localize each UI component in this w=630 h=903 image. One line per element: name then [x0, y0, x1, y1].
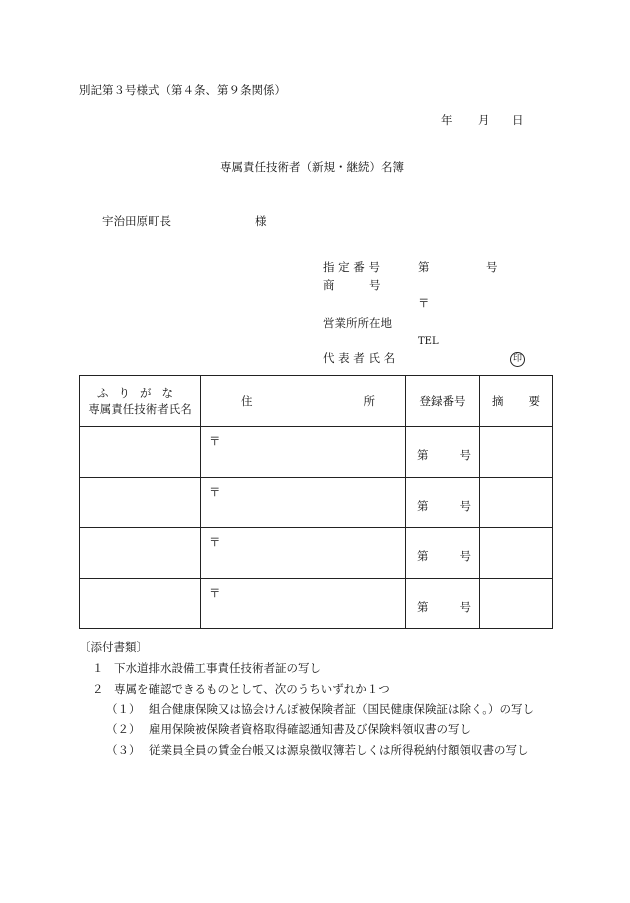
reg-prefix: 第: [417, 498, 429, 513]
summary-header-part2: 要: [528, 394, 540, 409]
representative-name-label: 代 表 者 氏 名: [323, 351, 396, 365]
summary-cell[interactable]: [480, 528, 553, 578]
registration-number-cell[interactable]: [406, 477, 480, 527]
name-cell[interactable]: [80, 477, 201, 527]
name-cell[interactable]: [80, 427, 201, 477]
seal-mark: 印: [510, 352, 525, 367]
attachment-sub-1-text: 組合健康保険又は協会けんぽ被保険者証（国民健康保険証は除く。）の写し: [149, 702, 535, 716]
designation-number-label: 指 定 番 号: [323, 260, 380, 274]
registration-number-cell[interactable]: [406, 427, 480, 477]
name-column-header: [80, 376, 201, 427]
address-header-part2: 所: [363, 394, 375, 409]
reg-suffix: 号: [459, 599, 471, 614]
attachments-heading: 〔添付書類〕: [79, 640, 148, 654]
attachment-sub-3-number: （３）: [106, 743, 141, 757]
table-row: [80, 477, 553, 527]
table-header-row: [80, 376, 553, 427]
address-cell[interactable]: [201, 477, 406, 527]
designation-number-suffix: 号: [486, 260, 498, 274]
summary-cell[interactable]: [480, 477, 553, 527]
registration-number-cell[interactable]: [406, 578, 480, 628]
reg-prefix: 第: [417, 599, 429, 614]
address-column-header: [201, 376, 406, 427]
address-cell[interactable]: [201, 578, 406, 628]
date-year-label: 年: [441, 113, 453, 127]
technician-register-table: [79, 375, 553, 629]
reg-suffix: 号: [459, 448, 471, 463]
reg-suffix: 号: [459, 549, 471, 564]
attachment-sub-2-number: （２）: [106, 722, 141, 736]
designation-number-prefix: 第: [418, 260, 430, 274]
summary-cell[interactable]: [480, 578, 553, 628]
office-address-label: 営業所所在地: [323, 316, 392, 330]
attachment-2-text: 専属を確認できるものとして、次のうちいずれか１つ: [114, 682, 390, 696]
address-header-part1: 住: [241, 394, 253, 409]
table-row: [80, 528, 553, 578]
attachment-1-text: 下水道排水設備工事責任技術者証の写し: [114, 661, 321, 675]
zip-mark: 〒: [209, 535, 221, 550]
address-cell[interactable]: [201, 528, 406, 578]
honorific: 様: [255, 214, 267, 228]
tel-label: TEL: [418, 336, 439, 347]
summary-column-header: [480, 376, 553, 427]
zip-mark: 〒: [209, 585, 221, 600]
attachment-sub-2-text: 雇用保険被保険者資格取得確認通知書及び保険料領収書の写し: [149, 722, 471, 736]
name-cell[interactable]: [80, 528, 201, 578]
date-day-label: 日: [512, 113, 524, 127]
reg-suffix: 号: [459, 498, 471, 513]
table-row: [80, 427, 553, 477]
date-month-label: 月: [478, 113, 490, 127]
office-zip-mark: 〒: [418, 296, 430, 310]
registration-number-cell[interactable]: [406, 528, 480, 578]
reg-prefix: 第: [417, 549, 429, 564]
attachment-1-number: １: [92, 661, 104, 675]
trade-name-label: 商 号: [323, 278, 381, 292]
zip-mark: 〒: [209, 434, 221, 449]
summary-header-part1: 摘: [492, 394, 504, 409]
attachment-2-number: ２: [92, 682, 104, 696]
furigana-label: ふりがな: [97, 386, 183, 401]
attachment-sub-1-number: （１）: [106, 702, 141, 716]
zip-mark: 〒: [209, 484, 221, 499]
name-cell[interactable]: [80, 578, 201, 628]
reg-prefix: 第: [417, 448, 429, 463]
form-reference: 別記第３号様式（第４条、第９条関係）: [79, 83, 286, 97]
table-row: [80, 578, 553, 628]
summary-cell[interactable]: [480, 427, 553, 477]
registration-number-column-header: 登録番号: [406, 376, 480, 427]
address-cell[interactable]: [201, 427, 406, 477]
attachment-sub-3-text: 従業員全員の賃金台帳又は源泉徴収簿若しくは所得税納付額領収書の写し: [149, 743, 529, 757]
technician-name-label: 専属責任技術者氏名: [88, 402, 192, 417]
addressee: 宇治田原町長: [102, 214, 171, 228]
document-title: 専属責任技術者（新規・継続）名簿: [220, 160, 404, 174]
